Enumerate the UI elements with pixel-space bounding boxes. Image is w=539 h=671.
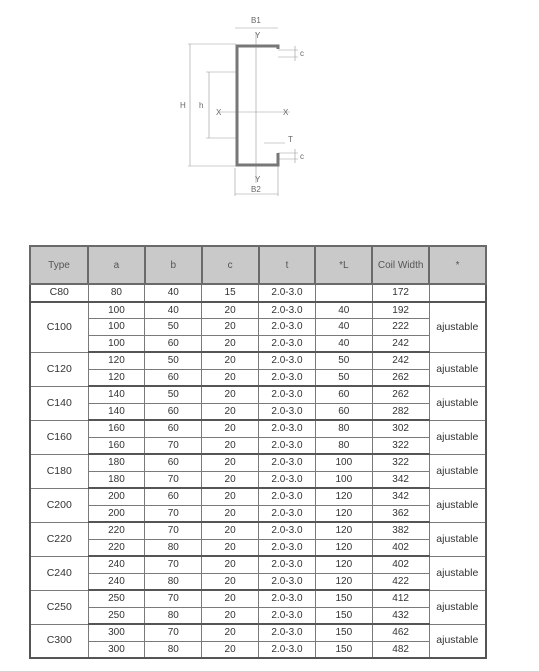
c-cell: 20 [202, 607, 259, 624]
coil-width-cell: 482 [372, 641, 429, 658]
b-cell: 50 [145, 319, 202, 336]
t-cell: 2.0-3.0 [259, 539, 316, 556]
table-row [30, 641, 486, 658]
l-cell: 120 [315, 488, 372, 505]
l-cell: 120 [315, 505, 372, 522]
a-cell: 140 [88, 386, 145, 403]
table-row [30, 319, 486, 336]
a-cell: 140 [88, 403, 145, 420]
c-cell: 20 [202, 641, 259, 658]
b-cell: 60 [145, 335, 202, 352]
b-cell: 60 [145, 369, 202, 386]
b-cell: 40 [145, 302, 202, 319]
a-cell: 220 [88, 522, 145, 539]
adjustable-cell: ajustable [429, 302, 486, 353]
l-cell: 50 [315, 352, 372, 369]
t-cell: 2.0-3.0 [259, 505, 316, 522]
table-row [30, 454, 486, 471]
c-cell: 20 [202, 420, 259, 437]
header-type: Type [30, 246, 88, 284]
table-row [30, 590, 486, 607]
a-cell: 100 [88, 319, 145, 336]
a-cell: 240 [88, 556, 145, 573]
table-row [30, 403, 486, 420]
b-cell: 70 [145, 522, 202, 539]
table-row [30, 352, 486, 369]
adjustable-cell: ajustable [429, 624, 486, 658]
b-cell: 70 [145, 505, 202, 522]
type-cell: C200 [30, 488, 88, 522]
header-t: t [259, 246, 316, 284]
type-cell: C100 [30, 302, 88, 353]
t-cell: 2.0-3.0 [259, 335, 316, 352]
c-cell: 20 [202, 335, 259, 352]
t-cell: 2.0-3.0 [259, 522, 316, 539]
a-cell: 160 [88, 437, 145, 454]
l-cell: 120 [315, 522, 372, 539]
type-cell: C220 [30, 522, 88, 556]
t-cell: 2.0-3.0 [259, 369, 316, 386]
header-coil-width: Coil Width [372, 246, 429, 284]
c-cell: 20 [202, 386, 259, 403]
l-cell: 100 [315, 454, 372, 471]
type-cell: C160 [30, 420, 88, 454]
t-cell: 2.0-3.0 [259, 403, 316, 420]
c-cell: 20 [202, 302, 259, 319]
l-cell: 40 [315, 335, 372, 352]
table-row [30, 302, 486, 319]
header-c: c [202, 246, 259, 284]
l-cell: 40 [315, 302, 372, 319]
l-cell: 150 [315, 624, 372, 641]
header-star: * [429, 246, 486, 284]
type-cell: C300 [30, 624, 88, 658]
table-row [30, 539, 486, 556]
adjustable-cell: ajustable [429, 488, 486, 522]
table-row [30, 505, 486, 522]
c-cell: 20 [202, 522, 259, 539]
header-a: a [88, 246, 145, 284]
t-label: T [288, 135, 293, 144]
c-cell: 20 [202, 319, 259, 336]
c-top-label: c [300, 49, 304, 58]
a-cell: 180 [88, 471, 145, 488]
a-cell: 120 [88, 369, 145, 386]
table-row [30, 335, 486, 352]
c-cell: 20 [202, 403, 259, 420]
l-cell: 120 [315, 573, 372, 590]
coil-width-cell: 362 [372, 505, 429, 522]
a-cell: 100 [88, 335, 145, 352]
table-row [30, 420, 486, 437]
l-cell: 150 [315, 607, 372, 624]
coil-width-cell: 222 [372, 319, 429, 336]
b-cell: 80 [145, 573, 202, 590]
t-cell: 2.0-3.0 [259, 437, 316, 454]
adjustable-cell: ajustable [429, 454, 486, 488]
coil-width-cell: 382 [372, 522, 429, 539]
coil-width-cell: 342 [372, 488, 429, 505]
b1-label: B1 [251, 16, 261, 25]
b-cell: 70 [145, 590, 202, 607]
adjustable-cell: ajustable [429, 352, 486, 386]
y-bottom-label: Y [255, 175, 261, 184]
coil-width-cell: 412 [372, 590, 429, 607]
coil-width-cell: 462 [372, 624, 429, 641]
c-cell: 20 [202, 488, 259, 505]
table-row [30, 437, 486, 454]
a-cell: 160 [88, 420, 145, 437]
table-row [30, 471, 486, 488]
table-row [30, 386, 486, 403]
b-cell: 60 [145, 488, 202, 505]
a-cell: 200 [88, 488, 145, 505]
type-cell: C180 [30, 454, 88, 488]
b-cell: 70 [145, 437, 202, 454]
t-cell: 2.0-3.0 [259, 624, 316, 641]
header-b: b [145, 246, 202, 284]
y-top-label: Y [255, 31, 261, 40]
c-cell: 20 [202, 539, 259, 556]
b2-label: B2 [251, 185, 261, 194]
table-row [30, 284, 486, 302]
coil-width-cell: 322 [372, 454, 429, 471]
c-cell: 20 [202, 573, 259, 590]
l-cell: 120 [315, 539, 372, 556]
a-cell: 250 [88, 590, 145, 607]
c-cell: 20 [202, 454, 259, 471]
c-purlin-profile-diagram [170, 8, 320, 198]
type-cell: C140 [30, 386, 88, 420]
h-big-label: H [180, 101, 186, 110]
a-cell: 200 [88, 505, 145, 522]
l-cell: 120 [315, 556, 372, 573]
t-cell: 2.0-3.0 [259, 488, 316, 505]
adjustable-cell [429, 284, 486, 302]
coil-width-cell: 282 [372, 403, 429, 420]
t-cell: 2.0-3.0 [259, 556, 316, 573]
adjustable-cell: ajustable [429, 386, 486, 420]
table-row [30, 624, 486, 641]
b-cell: 70 [145, 624, 202, 641]
coil-width-cell: 262 [372, 369, 429, 386]
a-cell: 250 [88, 607, 145, 624]
table-row [30, 556, 486, 573]
x-left-label: X [216, 108, 222, 117]
coil-width-cell: 242 [372, 352, 429, 369]
l-cell: 60 [315, 386, 372, 403]
b-cell: 50 [145, 386, 202, 403]
c-cell: 20 [202, 369, 259, 386]
a-cell: 240 [88, 573, 145, 590]
coil-width-cell: 322 [372, 437, 429, 454]
type-cell: C80 [30, 284, 88, 302]
c-bottom-label: c [300, 152, 304, 161]
t-cell: 2.0-3.0 [259, 386, 316, 403]
l-cell: 100 [315, 471, 372, 488]
l-cell: 80 [315, 420, 372, 437]
adjustable-cell: ajustable [429, 556, 486, 590]
a-cell: 120 [88, 352, 145, 369]
a-cell: 180 [88, 454, 145, 471]
t-cell: 2.0-3.0 [259, 352, 316, 369]
coil-width-cell: 402 [372, 556, 429, 573]
c-cell: 20 [202, 624, 259, 641]
c-cell: 20 [202, 471, 259, 488]
t-cell: 2.0-3.0 [259, 471, 316, 488]
adjustable-cell: ajustable [429, 522, 486, 556]
table-row [30, 607, 486, 624]
l-cell: 150 [315, 590, 372, 607]
a-cell: 300 [88, 624, 145, 641]
c-cell: 20 [202, 556, 259, 573]
t-cell: 2.0-3.0 [259, 590, 316, 607]
type-cell: C120 [30, 352, 88, 386]
b-cell: 80 [145, 607, 202, 624]
l-cell: 80 [315, 437, 372, 454]
coil-width-cell: 342 [372, 471, 429, 488]
c-cell: 20 [202, 590, 259, 607]
a-cell: 80 [88, 284, 145, 302]
b-cell: 60 [145, 403, 202, 420]
coil-width-cell: 262 [372, 386, 429, 403]
c-cell: 20 [202, 352, 259, 369]
t-cell: 2.0-3.0 [259, 573, 316, 590]
b-cell: 40 [145, 284, 202, 302]
a-cell: 220 [88, 539, 145, 556]
b-cell: 70 [145, 471, 202, 488]
table-row [30, 522, 486, 539]
table-row [30, 573, 486, 590]
b-cell: 70 [145, 556, 202, 573]
coil-width-cell: 422 [372, 573, 429, 590]
h-small-label: h [199, 101, 204, 110]
t-cell: 2.0-3.0 [259, 420, 316, 437]
l-cell: 40 [315, 319, 372, 336]
coil-width-cell: 302 [372, 420, 429, 437]
l-cell: 50 [315, 369, 372, 386]
c-cell: 15 [202, 284, 259, 302]
x-right-label: X [283, 108, 289, 117]
header-l: *L [315, 246, 372, 284]
a-cell: 100 [88, 302, 145, 319]
t-cell: 2.0-3.0 [259, 454, 316, 471]
coil-width-cell: 192 [372, 302, 429, 319]
t-cell: 2.0-3.0 [259, 284, 316, 302]
coil-width-cell: 242 [372, 335, 429, 352]
b-cell: 60 [145, 454, 202, 471]
t-cell: 2.0-3.0 [259, 319, 316, 336]
adjustable-cell: ajustable [429, 420, 486, 454]
type-cell: C250 [30, 590, 88, 624]
coil-width-cell: 172 [372, 284, 429, 302]
t-cell: 2.0-3.0 [259, 641, 316, 658]
l-cell: 150 [315, 641, 372, 658]
adjustable-cell: ajustable [429, 590, 486, 624]
b-cell: 60 [145, 420, 202, 437]
table-row [30, 369, 486, 386]
c-purlin-spec-table [29, 245, 487, 659]
l-cell: 60 [315, 403, 372, 420]
table-row [30, 488, 486, 505]
b-cell: 50 [145, 352, 202, 369]
b-cell: 80 [145, 641, 202, 658]
b-cell: 80 [145, 539, 202, 556]
l-cell [315, 284, 372, 302]
t-cell: 2.0-3.0 [259, 607, 316, 624]
t-cell: 2.0-3.0 [259, 302, 316, 319]
coil-width-cell: 402 [372, 539, 429, 556]
type-cell: C240 [30, 556, 88, 590]
coil-width-cell: 432 [372, 607, 429, 624]
table-header-row [30, 246, 486, 284]
c-cell: 20 [202, 505, 259, 522]
a-cell: 300 [88, 641, 145, 658]
c-cell: 20 [202, 437, 259, 454]
